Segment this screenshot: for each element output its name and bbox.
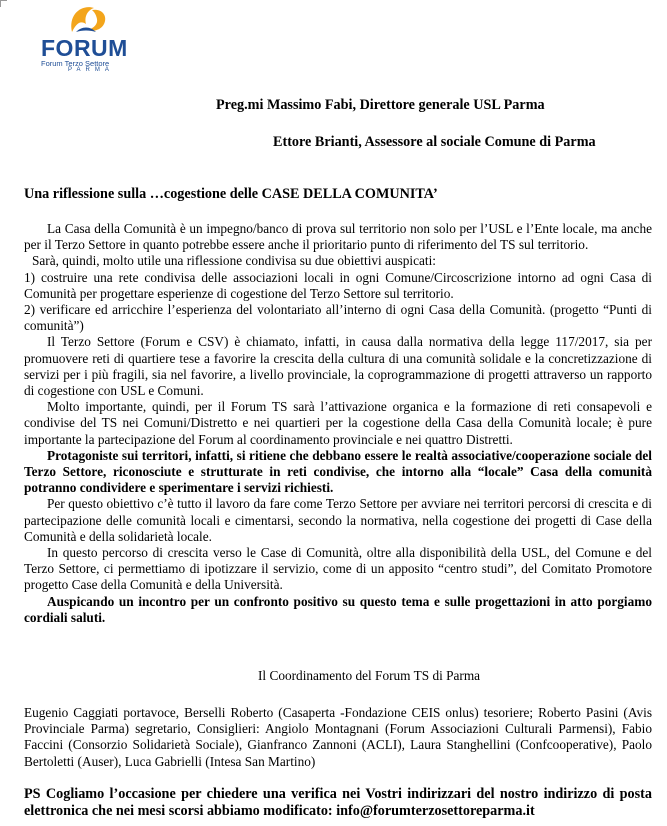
paragraph-2: Sarà, quindi, molto utile una riflessione condivisa su due obiettivi auspicati: <box>32 253 437 269</box>
page-corner-mark <box>0 0 7 7</box>
paragraph-7: Protagoniste sui territori, infatti, si ritiene che debbano essere le realtà associative/cooperazione sociale del Terzo Settore, riconosciute e strutturate in reti condivise, che intorno alla “locale” Casa della comunità potranno condividere e sperimentare i servizi richiesti. <box>24 447 652 496</box>
forum-logo <box>38 2 138 74</box>
paragraph-10: Auspicando un incontro per un confronto positivo su questo tema e sulle progettazioni in atto porgiamo cordiali saluti. <box>24 593 652 625</box>
paragraph-1: La Casa della Comunità è un impegno/banco di prova sul territorio non solo per l’USL e l’Ente locale, ma anche per il Terzo Settore in quanto potrebbe essere anche il prioritario punto di riferimento del TS sul territorio. <box>24 221 652 253</box>
paragraph-4: 2) verificare ed arricchire l’esperienza del volontariato all’interno di ogni Casa della Comunità. (progetto “Punti di comunità”) <box>24 302 652 334</box>
paragraph-3: 1) costruire una rete condivisa delle associazioni locali in ogni Comune/Circoscrizione intorno ad ogni Casa di Comunità per progettare esperienze di cogestione del Terzo Settore sul territorio. <box>24 269 652 301</box>
letter-title: Una riflessione sulla …cogestione delle CASE DELLA COMUNITA’ <box>24 186 438 202</box>
logo-wordmark: FORUM <box>41 35 128 61</box>
paragraph-9: In questo percorso di crescita verso le Case di Comunità, oltre alla disponibilità della USL, del Comune e del Terzo Settore, ci permettiamo di ipotizzare il servizio, come di un apposito “centro studi”, del Comitato Promotore progetto Case della Comunità e della Università. <box>24 545 652 593</box>
logo-subtitle: Forum Terzo Settore <box>41 59 110 68</box>
recipient-line-2: Ettore Brianti, Assessore al sociale Comune di Parma <box>273 134 596 150</box>
letter-body <box>24 221 652 626</box>
paragraph-5: Il Terzo Settore (Forum e CSV) è chiamato, infatti, in causa dalla normativa della legge 117/2017, sia per promuovere reti di quartiere tese a favorire la crescita della cultura di una comunità solidale e la concretizzazione di servizi per i più fragili, sia nel favorire, a livello provinciale, la coprogrammazione di progetti attraverso un rapporto di cogestione con USL e Comuni. <box>24 334 652 399</box>
members-list: Eugenio Caggiati portavoce, Berselli Roberto (Casaperta -Fondazione CEIS onlus) tesoriere; Roberto Pasini (Avis Provinciale Parma) segretario, Consiglieri: Angiolo Montagnani (Forum Associazioni Culturali Parmensi), Fabio Faccini (Consorzio Solidarietà Sociale), Gianfranco Zannoni (ACLI), Laura Stanghellini (Confcooperative), Paolo Bertoletti (Auser), Luca Gabrielli (Intesa San Martino) <box>24 705 652 769</box>
logo-city: PARMA <box>68 67 114 73</box>
paragraph-6: Molto importante, quindi, per il Forum TS sarà l’attivazione organica e la formazione di reti consapevoli e condivise del TS nei Comuni/Distretto e nei quartieri per la cogestione della Casa della Comunità locale; è pure importante la partecipazione del Forum al coordinamento provinciale e nei quattro Distretti. <box>24 399 652 447</box>
postscript: PS Cogliamo l’occasione per chiedere una verifica nei Vostri indirizzari del nostro indirizzo di posta elettronica che nei mesi scorsi abbiamo modificato: info@forumterzosettoreparma.it <box>24 786 652 819</box>
paragraph-8: Per questo obiettivo c’è tutto il lavoro da fare come Terzo Settore per avviare nei territori percorsi di crescita e di partecipazione delle comunità locali e cimentarsi, secondo la normativa, nella cogestione dei progetti di Case della Comunità e della solidarietà locale. <box>24 496 652 544</box>
signature: Il Coordinamento del Forum TS di Parma <box>258 668 481 683</box>
recipient-line-1: Preg.mi Massimo Fabi, Direttore generale USL Parma <box>216 97 545 113</box>
